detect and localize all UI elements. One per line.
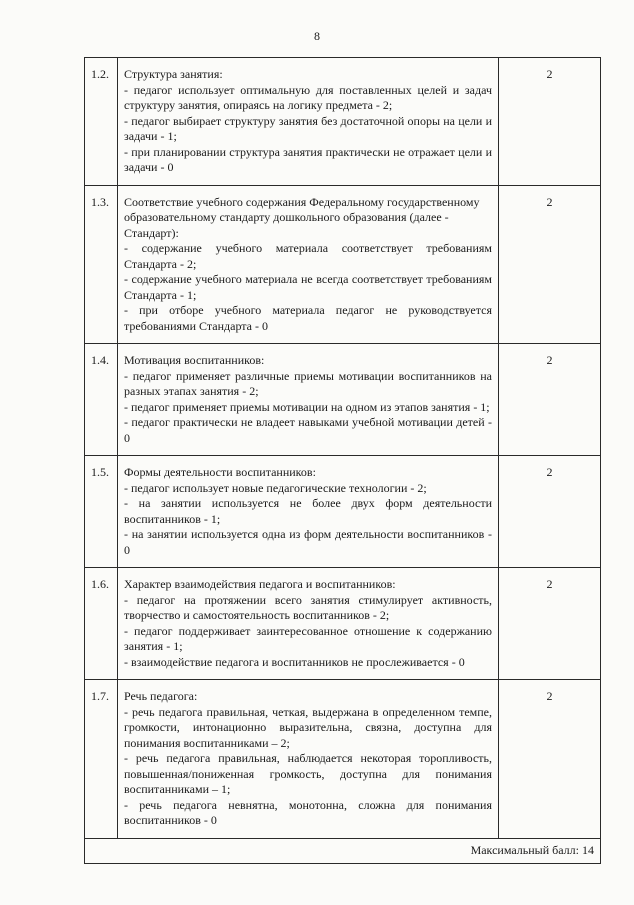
criterion-title: Соответствие учебного содержания Федеральному государственному образовательному стандарту дошкольного образования (далее - Стандарт):	[124, 194, 480, 240]
criterion-row	[85, 680, 601, 839]
criterion-description	[118, 185, 499, 344]
criterion-number: 1.4.	[85, 344, 118, 456]
criterion-level: - педагог применяет приемы мотивации на одном из этапов занятия - 1;	[124, 399, 490, 414]
criterion-level: - речь педагога правильная, четкая, выдержана в определенном темпе, громкости, интонационно выразительна, связна, доступна для понимания воспитанниками – 2;	[124, 704, 492, 750]
criterion-number: 1.7.	[85, 680, 118, 839]
criterion-title: Характер взаимодействия педагога и воспитанников:	[124, 577, 396, 591]
criteria-table	[84, 57, 601, 864]
criterion-level: - при планировании структура занятия практически не отражает цели и задачи - 0	[124, 144, 492, 174]
criterion-number: 1.6.	[85, 568, 118, 680]
criterion-level: - содержание учебного материала соответствует требованиям Стандарта - 2;	[124, 241, 492, 271]
criterion-level: - при отборе учебного материала педагог не руководствуется требованиями Стандарта - 0	[124, 303, 492, 333]
criterion-title: Речь педагога:	[124, 689, 198, 703]
criterion-level: - на занятии используется одна из форм деятельности воспитанников - 0	[124, 527, 492, 557]
criterion-score: 2	[499, 680, 601, 839]
criterion-level: - педагог использует новые педагогические технологии - 2;	[124, 480, 427, 495]
max-score-label: Максимальный балл: 14	[85, 838, 601, 864]
criterion-description	[118, 58, 499, 186]
criterion-level: - речь педагога правильная, наблюдается некоторая торопливость, повышенная/пониженная громкость, доступна для понимания воспитанниками – 1;	[124, 751, 492, 796]
criterion-row	[85, 344, 601, 456]
criterion-level: - взаимодействие педагога и воспитанников не прослеживается - 0	[124, 654, 465, 669]
criterion-level: - на занятии используется не более двух форм деятельности воспитанников - 1;	[124, 496, 492, 526]
criterion-score: 2	[499, 344, 601, 456]
total-row	[85, 838, 601, 864]
criterion-level: - педагог поддерживает заинтересованное отношение к содержанию занятия - 1;	[124, 623, 492, 653]
criterion-level: - содержание учебного материала не всегда соответствует требованиям Стандарта - 1;	[124, 272, 492, 302]
criterion-score: 2	[499, 185, 601, 344]
criterion-number: 1.3.	[85, 185, 118, 344]
criterion-level: - педагог применяет различные приемы мотивации воспитанников на разных этапах занятия - 2;	[124, 368, 492, 398]
criterion-row	[85, 456, 601, 568]
criterion-row	[85, 568, 601, 680]
criterion-score: 2	[499, 456, 601, 568]
criterion-level: - педагог использует оптимальную для поставленных целей и задач структуру занятия, опираясь на логику предмета - 2;	[124, 82, 492, 112]
criterion-level: - педагог практически не владеет навыками учебной мотивации детей - 0	[124, 415, 492, 445]
criterion-level: - педагог на протяжении всего занятия стимулирует активность, творчество и самостоятельность воспитанников - 2;	[124, 592, 492, 622]
criterion-score: 2	[499, 58, 601, 186]
criterion-number: 1.5.	[85, 456, 118, 568]
criterion-description	[118, 344, 499, 456]
criterion-description	[118, 568, 499, 680]
criterion-description	[118, 680, 499, 839]
criterion-title: Структура занятия:	[124, 67, 223, 81]
criteria-rows	[85, 58, 601, 839]
criterion-title: Формы деятельности воспитанников:	[124, 465, 316, 479]
criterion-level: - педагог выбирает структуру занятия без достаточной опоры на цели и задачи - 1;	[124, 113, 492, 143]
criterion-row	[85, 58, 601, 186]
criterion-score: 2	[499, 568, 601, 680]
criterion-level: - речь педагога невнятна, монотонна, сложна для понимания воспитанников - 0	[124, 797, 492, 827]
criterion-number: 1.2.	[85, 58, 118, 186]
criterion-description	[118, 456, 499, 568]
criterion-row	[85, 185, 601, 344]
criterion-title: Мотивация воспитанников:	[124, 353, 265, 367]
page-number: 8	[314, 29, 320, 43]
